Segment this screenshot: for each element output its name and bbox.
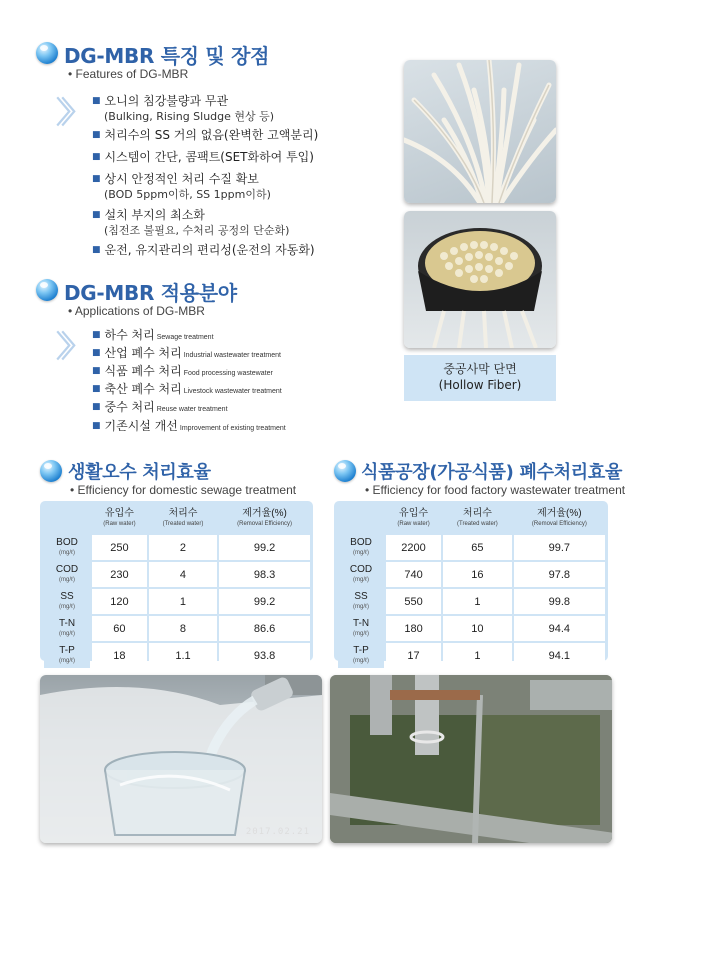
treated-water-beaker-photo: [40, 675, 322, 843]
table-row: T-N (mg/ℓ) 180 10 94.4: [338, 616, 605, 641]
food-title: 식품공장(가공식품) 폐수처리효율: [361, 462, 623, 483]
application-item-4: ■ 축산 폐수 처리 Livestock wastewater treatment: [92, 382, 282, 396]
chevron-decoration-icon: 〉〉: [56, 330, 81, 365]
applications-title: DG-MBR 적용분야: [64, 281, 237, 305]
hollow-fiber-caption-en: (Hollow Fiber): [438, 378, 522, 392]
table-row: T-N (mg/ℓ) 60 8 86.6: [44, 616, 310, 641]
hollow-fiber-cross-section-photo: [404, 211, 556, 348]
application-item-6: ■ 기존시설 개선 Improvement of existing treatment: [92, 419, 286, 433]
col-treated-header: 처리수 (Treated water): [149, 504, 217, 533]
table-header-row: [338, 504, 605, 533]
domestic-subtitle: • Efficiency for domestic sewage treatment: [70, 483, 297, 497]
domestic-efficiency-table: [42, 502, 312, 670]
application-item-1: ■ 하수 처리 Sewage treatment: [92, 328, 214, 342]
feature-item-3: ■ 시스템이 간단, 콤팩트(SET화하여 투입): [92, 150, 314, 164]
table-row: COD (mg/ℓ) 740 16 97.8: [338, 562, 605, 587]
table-row: SS (mg/ℓ) 120 1 99.2: [44, 589, 310, 614]
features-title: DG-MBR 특징 및 장점: [64, 44, 270, 68]
table-row: SS (mg/ℓ) 550 1 99.8: [338, 589, 605, 614]
bullet-globe-icon: [334, 460, 356, 482]
photo-date-stamp: 2017.02.21: [245, 827, 310, 837]
food-efficiency-table: [336, 502, 607, 670]
application-item-2: ■ 산업 폐수 처리 Industrial wastewater treatment: [92, 346, 281, 360]
col-raw-header: 유입수 (Raw water): [386, 504, 441, 533]
feature-item-6: ■ 운전, 유지관리의 편리성(운전의 자동화): [92, 243, 315, 257]
bullet-globe-icon: [36, 279, 58, 301]
food-subtitle: • Efficiency for food factory wastewater treatment: [365, 483, 626, 497]
table-row: BOD (mg/ℓ) 2200 65 99.7: [338, 535, 605, 560]
col-removal-header: 제거율(%) (Removal Efficiency): [514, 504, 605, 533]
table-header-row: [44, 504, 310, 533]
col-treated-header: 처리수 (Treated water): [443, 504, 512, 533]
col-raw-header: 유입수 (Raw water): [92, 504, 147, 533]
hollow-fiber-caption-ko: 중공사막 단면: [443, 362, 517, 376]
feature-item-1: ■ 오니의 침강불량과 무관 (Bulking, Rising Sludge 현상 등): [92, 94, 275, 123]
bullet-globe-icon: [40, 460, 62, 482]
bullet-globe-icon: [36, 42, 58, 64]
feature-item-2: ■ 처리수의 SS 거의 없음(완벽한 고액분리): [92, 128, 319, 142]
chevron-decoration-icon: 〉〉: [56, 96, 81, 131]
applications-subtitle: • Applications of DG-MBR: [68, 304, 205, 318]
col-removal-header: 제거율(%) (Removal Efficiency): [219, 504, 310, 533]
table-row: T-P (mg/ℓ) 17 1 94.1: [338, 643, 605, 668]
table-row: T-P (mg/ℓ) 18 1.1 93.8: [44, 643, 310, 668]
table-row: COD (mg/ℓ) 230 4 98.3: [44, 562, 310, 587]
table-row: BOD (mg/ℓ) 250 2 99.2: [44, 535, 310, 560]
features-subtitle: • Features of DG-MBR: [68, 67, 189, 81]
application-item-3: ■ 식품 폐수 처리 Food processing wastewater: [92, 364, 273, 378]
feature-item-4: ■ 상시 안정적인 처리 수질 확보 (BOD 5ppm이하, SS 1ppm이하): [92, 172, 271, 201]
feature-item-5: ■ 설치 부지의 최소화 (침전조 불필요, 수처리 공정의 단순화): [92, 208, 290, 237]
hollow-fiber-bundle-photo: [404, 60, 556, 203]
domestic-title: 생활오수 처리효율: [68, 462, 211, 483]
application-item-5: ■ 중수 처리 Reuse water treatment: [92, 400, 228, 414]
food-factory-tank-photo: [330, 675, 612, 843]
hollow-fiber-caption: [404, 355, 556, 401]
